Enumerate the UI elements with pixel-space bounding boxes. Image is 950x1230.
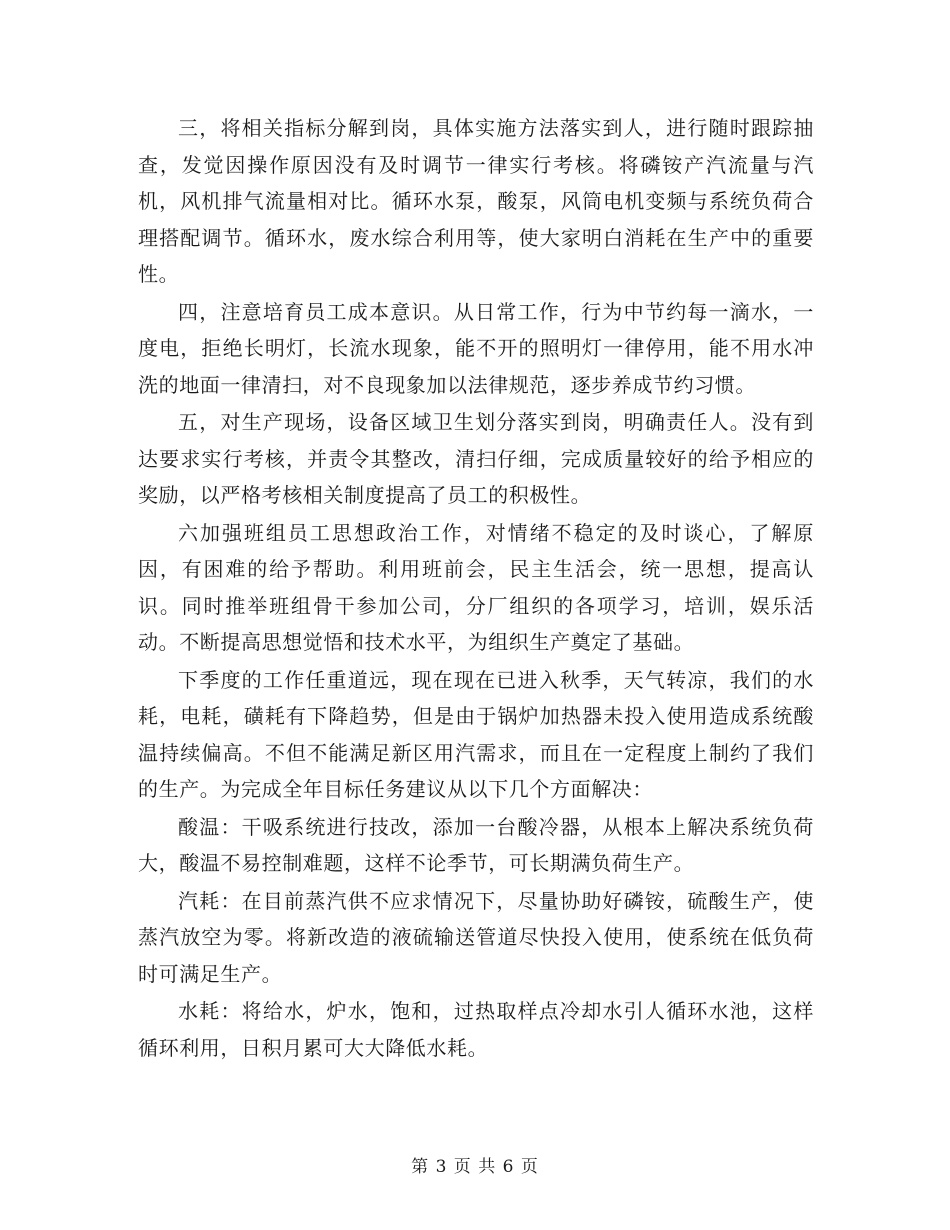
paragraph-item-5: 五，对生产现场，设备区域卫生划分落实到岗，明确责任人。没有到达要求实行考核，并责令其整改，清扫仔细，完成质量较好的给予相应的奖励，以严格考核相关制度提高了员工的积极性。 bbox=[138, 410, 814, 507]
paragraph-acid-temperature: 酸温：干吸系统进行技改，添加一台酸冷器，从根本上解决系统负荷大，酸温不易控制难题，这样不论季节，可长期满负荷生产。 bbox=[138, 814, 814, 875]
page-number-footer: 第 3 页 共 6 页 bbox=[411, 1157, 539, 1177]
paragraph-water-consumption: 水耗：将给水，炉水，饱和，过热取样点冷却水引人循环水池，这样循环利用，日积月累可大大降低水耗。 bbox=[138, 999, 814, 1060]
paragraph-item-6: 六加强班组员工思想政治工作，对情绪不稳定的及时谈心，了解原因，有困难的给予帮助。利用班前会，民主生活会，统一思想，提高认识。同时推举班组骨干参加公司，分厂组织的各项学习，培训，娱乐活动。不断提高思想觉悟和技术水平，为组织生产奠定了基础。 bbox=[138, 520, 814, 654]
paragraph-item-4: 四，注意培育员工成本意识。从日常工作，行为中节约每一滴水，一度电，拒绝长明灯，长流水现象，能不开的照明灯一律停用，能不用水冲洗的地面一律清扫，对不良现象加以法律规范，逐步养成节约习惯。 bbox=[138, 299, 814, 397]
document-body bbox=[138, 110, 814, 1067]
paragraph-next-quarter: 下季度的工作任重道远，现在现在已进入秋季，天气转凉，我们的水耗，电耗，磺耗有下降趋势，但是由于锅炉加热器未投入使用造成系统酸温持续偏高。不但不能满足新区用汽需求，而且在一定程度上制约了我们的生产。为完成全年目标任务建议从以下几个方面解决： bbox=[138, 667, 814, 801]
paragraph-steam-consumption: 汽耗：在目前蒸汽供不应求情况下，尽量协助好磷铵，硫酸生产，使蒸汽放空为零。将新改造的液硫输送管道尽快投入使用，使系统在低负荷时可满足生产。 bbox=[138, 888, 814, 986]
paragraph-item-3: 三，将相关指标分解到岗，具体实施方法落实到人，进行随时跟踪抽查，发觉因操作原因没有及时调节一律实行考核。将磷铵产汽流量与汽机，风机排气流量相对比。循环水泵，酸泵，风筒电机变频与系统负荷合理搭配调节。循环水，废水综合利用等，使大家明白消耗在生产中的重要性。 bbox=[138, 116, 814, 286]
